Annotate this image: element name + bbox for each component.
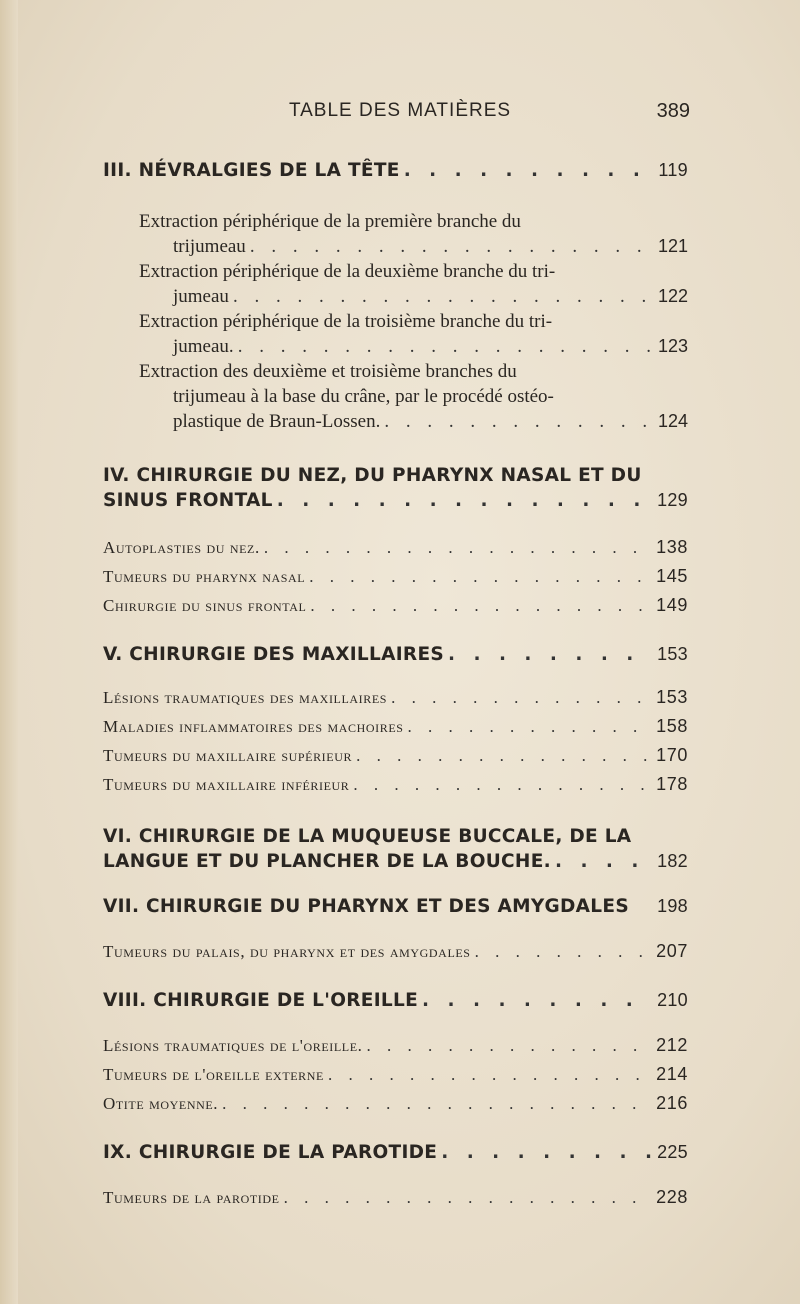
toc-page: 216 [656,1093,688,1113]
toc-chapter-6[interactable] [103,825,688,874]
header-title: TABLE DES MATIÈRES [288,100,512,121]
toc-label: Tumeurs de la parotide [103,1188,280,1207]
toc-page: 119 [658,160,688,180]
leader-dots [234,334,652,359]
leader-dots [229,284,652,309]
toc-label: Tumeurs du maxillaire supérieur [103,746,353,765]
leader-dots [273,489,651,513]
toc-section[interactable] [103,712,688,741]
toc-page: 129 [657,490,688,510]
toc-entry[interactable] [103,359,688,434]
toc-page: 153 [656,687,688,707]
leader-dots [324,1061,650,1089]
toc-page: 228 [656,1187,688,1207]
toc-page: 121 [657,236,688,256]
toc-chapter-3[interactable] [103,158,688,183]
toc-label: VIII. CHIRURGIE DE L'OREILLE [103,990,419,1011]
toc-label-line: Extraction des deuxième et troisième branches du [139,361,517,382]
toc-label-line: Extraction périphérique de la deuxième branche du tri- [139,261,556,282]
toc-label-line: plastique de Braun-Lossen. [173,411,381,432]
toc-label: V. CHIRURGIE DES MAXILLAIRES [103,644,445,665]
toc-label: Autoplasties du nez. [103,538,260,557]
toc-section[interactable] [103,770,688,799]
toc-page: 170 [656,745,688,765]
table-of-contents [103,158,688,1212]
toc-label-line: jumeau. [173,336,234,357]
toc-label: IX. CHIRURGIE DE LA PAROTIDE [103,1142,438,1163]
toc-page: 145 [656,566,688,586]
leader-dots [306,592,650,620]
toc-page: 158 [656,716,688,736]
toc-label-line: VI. CHIRURGIE DE LA MUQUEUSE BUCCALE, DE LA [103,826,632,847]
toc-page: 153 [657,644,688,664]
toc-page: 207 [656,941,688,961]
toc-section[interactable] [103,1183,688,1212]
running-header [110,100,690,130]
toc-section[interactable] [103,683,688,712]
toc-page: 214 [656,1064,688,1084]
toc-section[interactable] [103,591,688,620]
leader-dots [363,1032,651,1060]
toc-section[interactable] [103,562,688,591]
toc-label: Lésions traumatiques des maxillaires [103,688,388,707]
leader-dots [551,850,651,874]
leader-dots [471,938,651,966]
leader-dots [352,742,650,770]
toc-section[interactable] [103,1060,688,1089]
toc-chapter-4[interactable] [103,464,688,513]
leader-dots [218,1090,650,1118]
toc-chapter-5[interactable] [103,642,688,667]
toc-label-line: SINUS FRONTAL [103,490,273,511]
header-page-number: 389 [656,100,690,122]
toc-label-line: IV. CHIRURGIE DU NEZ, DU PHARYNX NASAL ET DU [103,465,642,486]
toc-label: Tumeurs de l'oreille externe [103,1065,324,1084]
toc-entry[interactable] [103,209,688,259]
leader-dots [246,234,652,259]
toc-label: Chirurgie du sinus frontal [103,596,307,615]
toc-page: 182 [657,851,688,871]
toc-label-line: trijumeau à la base du crâne, par le procédé ostéo- [173,386,554,407]
toc-page: 122 [657,286,688,306]
toc-section[interactable] [103,533,688,562]
toc-chapter-7[interactable] [103,894,688,919]
page-gutter [0,0,18,1304]
toc-entry[interactable] [103,309,688,359]
leader-dots [404,713,651,741]
toc-page: 212 [656,1035,688,1055]
toc-chapter-8[interactable] [103,988,688,1013]
leader-dots [437,1141,651,1165]
toc-section[interactable] [103,937,688,966]
leader-dots [444,643,651,667]
toc-label: III. NÉVRALGIES DE LA TÊTE [103,160,400,181]
toc-page: 210 [657,990,688,1010]
toc-label-line: LANGUE ET DU PLANCHER DE LA BOUCHE. [103,851,551,872]
toc-label: VII. CHIRURGIE DU PHARYNX ET DES AMYGDALES [103,896,629,917]
leader-dots [387,684,650,712]
toc-page: 225 [657,1142,688,1162]
toc-label: Maladies inflammatoires des machoires [103,717,404,736]
toc-page: 123 [657,336,688,356]
toc-section[interactable] [103,741,688,770]
toc-entry[interactable] [103,259,688,309]
toc-label-line: trijumeau [173,236,246,257]
toc-page: 138 [656,537,688,557]
toc-label: Tumeurs du pharynx nasal [103,567,306,586]
leader-dots [305,563,650,591]
toc-label-line: Extraction périphérique de la première branche du [139,211,521,232]
leader-dots [400,159,653,183]
toc-label: Tumeurs du palais, du pharynx et des amygdales [103,942,471,961]
toc-label: Tumeurs du maxillaire inférieur [103,775,350,794]
leader-dots [418,989,651,1013]
toc-section[interactable] [103,1031,688,1060]
toc-page: 198 [657,896,688,916]
leader-dots [349,771,650,799]
toc-page: 124 [657,411,688,431]
leader-dots [260,534,650,562]
toc-label: Lésions traumatiques de l'oreille. [103,1036,363,1055]
toc-label: Otite moyenne. [103,1094,219,1113]
toc-section[interactable] [103,1089,688,1118]
leader-dots [380,409,652,434]
toc-page: 149 [656,595,688,615]
toc-label-line: jumeau [173,286,229,307]
toc-page: 178 [656,774,688,794]
toc-chapter-9[interactable] [103,1140,688,1165]
leader-dots [280,1184,651,1212]
toc-label-line: Extraction périphérique de la troisième branche du tri- [139,311,553,332]
